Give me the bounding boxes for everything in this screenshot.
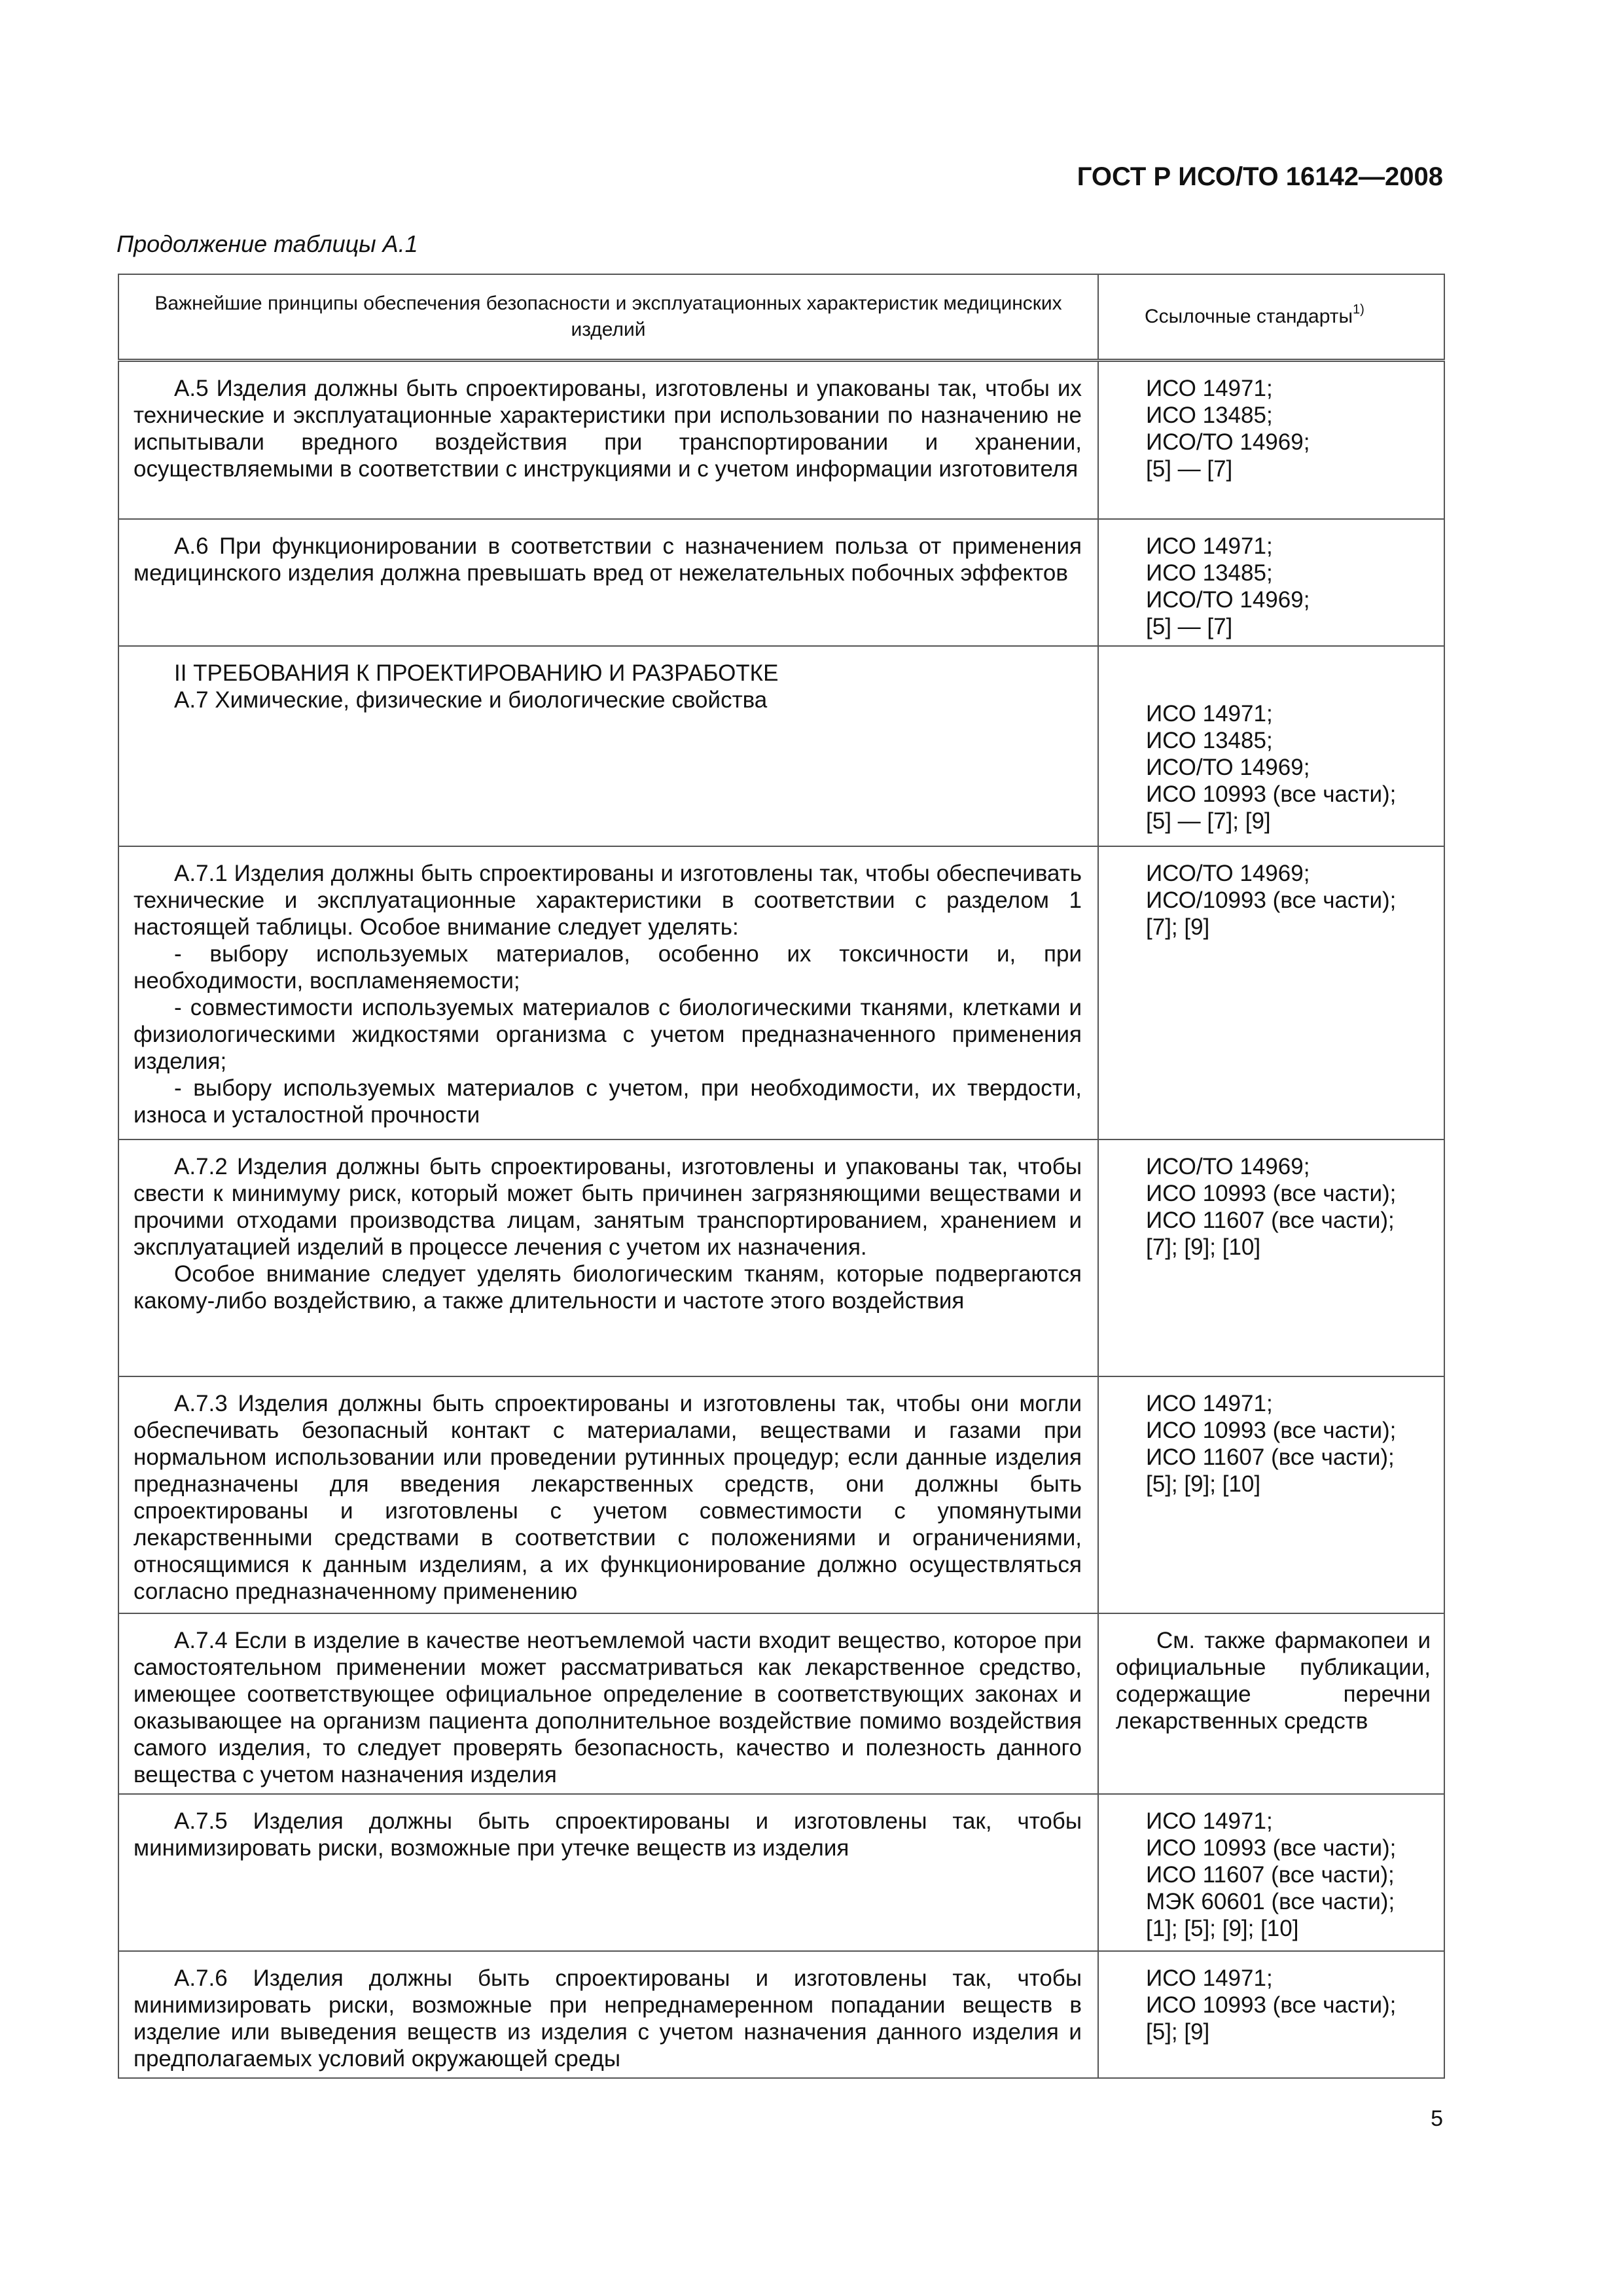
reference-item: ИСО 14971; bbox=[1146, 533, 1273, 559]
reference-item: ИСО/ТО 14969; bbox=[1146, 1153, 1310, 1179]
reference-item: ИСО/ТО 14969; bbox=[1146, 429, 1310, 455]
reference-item: ИСО 14971; bbox=[1146, 1965, 1273, 1991]
reference-item: ИСО/ТО 14969; bbox=[1146, 754, 1310, 780]
document-code: ГОСТ Р ИСО/ТО 16142—2008 bbox=[1077, 162, 1443, 191]
references-cell bbox=[1098, 1613, 1444, 1794]
standards-table bbox=[118, 274, 1445, 2079]
reference-item: ИСО 14971; bbox=[1146, 376, 1273, 401]
requirement-list-item: - выбору используемых материалов с учетом, при необходимости, их твердости, износа и усталостной прочности bbox=[134, 1075, 1082, 1128]
references-cell bbox=[1098, 1376, 1444, 1613]
requirement-text: А.7.5 Изделия должны быть спроектированы и изготовлены так, чтобы минимизировать риски, возможные при утечке веществ из изделия bbox=[134, 1808, 1082, 1861]
reference-item: ИСО 11607 (все части); bbox=[1146, 1861, 1395, 1888]
reference-item: [1]; [5]; [9]; [10] bbox=[1146, 1915, 1299, 1941]
reference-item: МЭК 60601 (все части); bbox=[1146, 1888, 1395, 1914]
requirement-cell bbox=[118, 1951, 1098, 2078]
reference-item: ИСО 13485; bbox=[1146, 560, 1273, 586]
reference-item: [5] — [7] bbox=[1146, 613, 1233, 639]
reference-note: См. также фармакопеи и официальные публикации, содержащие перечни лекарственных средств bbox=[1116, 1627, 1431, 1734]
references-cell bbox=[1098, 1794, 1444, 1951]
table-row bbox=[118, 1951, 1444, 2078]
column-header-principles: Важнейшие принципы обеспечения безопасности и эксплуатационных характеристик медицинских изделий bbox=[118, 274, 1098, 361]
reference-item: [5]; [9]; [10] bbox=[1146, 1471, 1261, 1497]
reference-item: ИСО 11607 (все части); bbox=[1146, 1444, 1395, 1470]
reference-item: [5]; [9] bbox=[1146, 2018, 1210, 2045]
footnote-marker: 1) bbox=[1353, 302, 1364, 317]
reference-item: [5] — [7]; [9] bbox=[1146, 808, 1271, 834]
reference-item: ИСО 10993 (все части); bbox=[1146, 781, 1397, 807]
reference-item: ИСО 13485; bbox=[1146, 727, 1273, 753]
reference-item: ИСО 14971; bbox=[1146, 1808, 1273, 1834]
requirement-cell bbox=[118, 646, 1098, 846]
requirement-cell bbox=[118, 1376, 1098, 1613]
table-row bbox=[118, 1794, 1444, 1951]
table-row bbox=[118, 519, 1444, 646]
reference-item: [7]; [9] bbox=[1146, 914, 1210, 940]
reference-item: ИСО 14971; bbox=[1146, 700, 1273, 726]
requirement-text: А.7.3 Изделия должны быть спроектированы и изготовлены так, чтобы они могли обеспечивать безопасный контакт с материалами, веществами и газами при нормальном использовании или проведении рутинных процедур; если данные изделия предназначены для введения лекарственных средств, они должны быть спроектированы и изготовлены с учетом совместимости с упомянутыми лекарственными средствами в соответствии с положениями и ограничениями, относящимися к данным изделиям, а их функционирование должно осуществляться согласно предназначенному применению bbox=[134, 1390, 1082, 1604]
reference-item: ИСО 11607 (все части); bbox=[1146, 1207, 1395, 1233]
table-header-row bbox=[118, 274, 1444, 361]
table-row bbox=[118, 1376, 1444, 1613]
requirement-text: А.6 При функционировании в соответствии с назначением польза от применения медицинского изделия должна превышать вред от нежелательных побочных эффектов bbox=[134, 533, 1082, 586]
reference-item: ИСО/ТО 14969; bbox=[1146, 860, 1310, 886]
reference-item: ИСО 10993 (все части); bbox=[1146, 1992, 1397, 2018]
reference-item: ИСО 14971; bbox=[1146, 1390, 1273, 1416]
table-row bbox=[118, 846, 1444, 1139]
reference-item: [5] — [7] bbox=[1146, 456, 1233, 482]
requirement-text: А.7.4 Если в изделие в качестве неотъемлемой части входит вещество, которое при самостоятельном применении может рассматриваться как лекарственное средство, имеющее соответствующее официальное определение в соответствующих законах и оказывающее на организм пациента дополнительное воздействие помимо воздействия самого изделия, то следует проверять безопасность, качество и полезность данного вещества с учетом назначения изделия bbox=[134, 1627, 1082, 1787]
references-cell bbox=[1098, 646, 1444, 846]
reference-item: ИСО 10993 (все части); bbox=[1146, 1835, 1397, 1861]
page-number: 5 bbox=[1431, 2106, 1443, 2131]
column-header-references bbox=[1098, 274, 1444, 361]
references-cell bbox=[1098, 519, 1444, 646]
requirement-cell bbox=[118, 1139, 1098, 1376]
references-cell bbox=[1098, 1139, 1444, 1376]
requirement-cell bbox=[118, 846, 1098, 1139]
requirement-cell bbox=[118, 519, 1098, 646]
requirement-list-item: - совместимости используемых материалов с биологическими тканями, клетками и физиологическими жидкостями организма с учетом предназначенного применения изделия; bbox=[134, 994, 1082, 1074]
table-row bbox=[118, 1613, 1444, 1794]
reference-item: ИСО/10993 (все части); bbox=[1146, 887, 1397, 913]
requirement-text: Особое внимание следует уделять биологическим тканям, которые подвергаются какому-либо воздействию, а также длительности и частоте этого воздействия bbox=[134, 1261, 1082, 1314]
references-cell bbox=[1098, 1951, 1444, 2078]
table-row bbox=[118, 1139, 1444, 1376]
references-cell bbox=[1098, 361, 1444, 519]
reference-item: ИСО/ТО 14969; bbox=[1146, 586, 1310, 613]
requirement-text: А.7.6 Изделия должны быть спроектированы и изготовлены так, чтобы минимизировать риски, возможные при непреднамеренном попадании веществ в изделие или выведения веществ из изделия с учетом назначения данного изделия и предполагаемых условий окружающей среды bbox=[134, 1965, 1082, 2072]
requirement-text: А.7 Химические, физические и биологические свойства bbox=[174, 687, 768, 713]
requirement-list-item: - выбору используемых материалов, особенно их токсичности и, при необходимости, воспламеняемости; bbox=[134, 941, 1082, 994]
requirement-cell bbox=[118, 1613, 1098, 1794]
reference-item: [7]; [9]; [10] bbox=[1146, 1234, 1261, 1260]
requirement-text: А.5 Изделия должны быть спроектированы, изготовлены и упакованы так, чтобы их технические и эксплуатационные характеристики при использовании по назначению не испытывали вредного воздействия при транспортировании и хранении, осуществляемыми в соответствии с инструкциями и с учетом информации изготовителя bbox=[134, 376, 1082, 482]
reference-item: ИСО 10993 (все части); bbox=[1146, 1417, 1397, 1443]
section-title: II ТРЕБОВАНИЯ К ПРОЕКТИРОВАНИЮ И РАЗРАБОТКЕ bbox=[174, 660, 779, 686]
requirement-cell bbox=[118, 361, 1098, 519]
requirement-text: А.7.2 Изделия должны быть спроектированы, изготовлены и упакованы так, чтобы свести к минимуму риск, который может быть причинен загрязняющими веществами и прочими отходами производства лицам, занятым транспортированием, хранением и эксплуатацией изделий в процессе лечения с учетом их назначения. bbox=[134, 1153, 1082, 1260]
references-cell bbox=[1098, 846, 1444, 1139]
table-row bbox=[118, 361, 1444, 519]
table-row bbox=[118, 646, 1444, 846]
reference-item: ИСО 13485; bbox=[1146, 403, 1273, 428]
column-header-references-label: Ссылочные стандарты bbox=[1145, 306, 1353, 327]
reference-item: ИСО 10993 (все части); bbox=[1146, 1180, 1397, 1206]
table-caption: Продолжение таблицы А.1 bbox=[116, 230, 418, 257]
requirement-text: А.7.1 Изделия должны быть спроектированы и изготовлены так, чтобы обеспечивать технические и эксплуатационные характеристики в соответствии с разделом 1 настоящей таблицы. Особое внимание следует уделять: bbox=[134, 860, 1082, 940]
requirement-cell bbox=[118, 1794, 1098, 1951]
